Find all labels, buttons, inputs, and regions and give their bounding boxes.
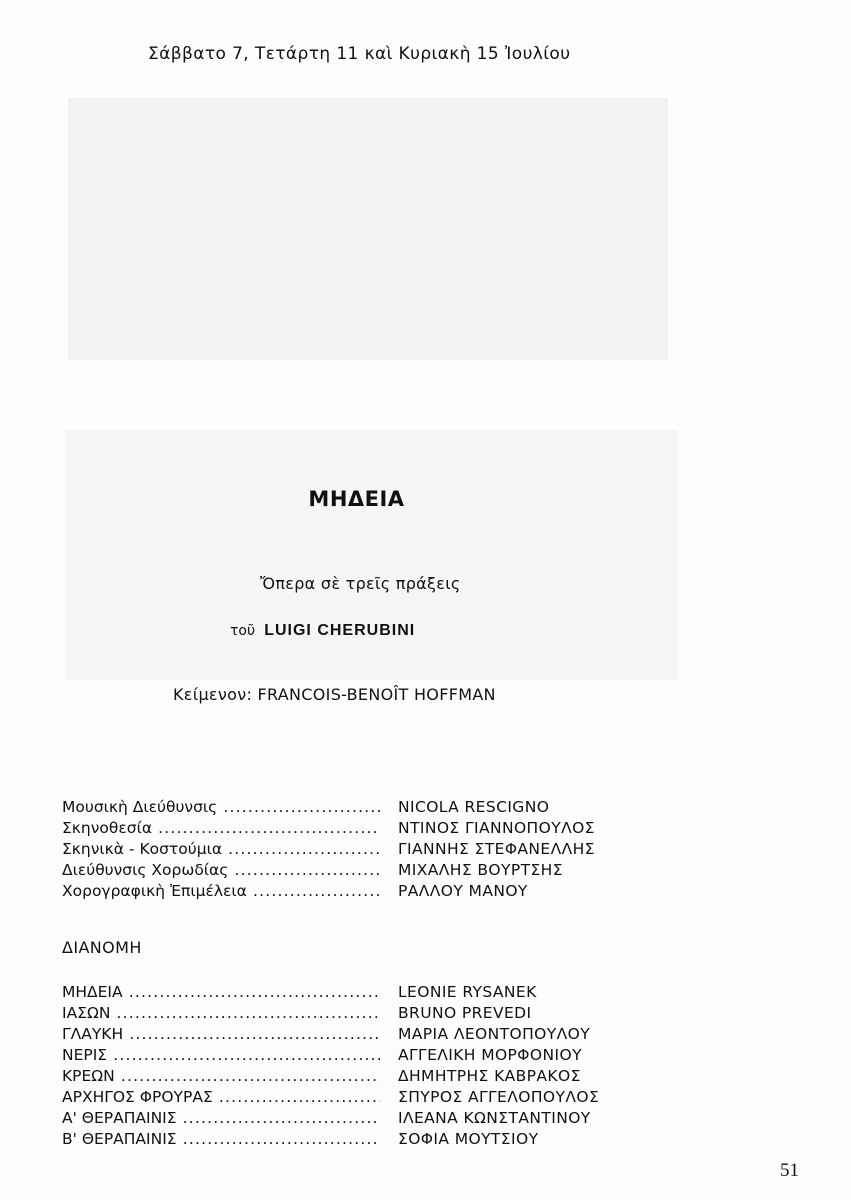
cast-singer: ΙΛΕΑΝΑ ΚΩΝΣΤΑΝΤΙΝΟΥ: [398, 1109, 591, 1127]
cast-singer: ΔΗΜΗΤΡΗΣ ΚΑΒΡΑΚΟΣ: [398, 1067, 581, 1085]
show-through-image-2: [65, 430, 677, 680]
credit-name: ΓΙΑΝΝΗΣ ΣΤΕΦΑΝΕΛΛΗΣ: [398, 840, 595, 858]
cast-row: [62, 1045, 782, 1066]
cast-singer: ΑΓΓΕΛΙΚΗ ΜΟΡΦΟΝΙΟΥ: [398, 1046, 582, 1064]
cast-row: [62, 1066, 782, 1087]
cast-list: [62, 982, 782, 1150]
composer-name: LUIGI CHERUBINI: [264, 622, 416, 639]
cast-role: ΚΡΕΩΝ .....: [62, 1066, 380, 1087]
credit-name: ΜΙΧΑΛΗΣ ΒΟΥΡΤΣΗΣ: [398, 861, 563, 879]
cast-row: [62, 1024, 782, 1045]
credit-role: Μουσικὴ Διεύθυνσις .....: [62, 797, 380, 818]
credit-role: Σκηνοθεσία .....: [62, 818, 380, 839]
cast-role: ΓΛΑΥΚΗ .....: [62, 1024, 380, 1045]
credit-row: [62, 797, 782, 818]
cast-singer: ΣΠΥΡΟΣ ΑΓΓΕΛΟΠΟΥΛΟΣ: [398, 1088, 600, 1106]
opera-title: ΜΗΔΕΙΑ: [308, 487, 405, 511]
production-credits: [62, 797, 782, 902]
cast-singer: LEONIE RYSANEK: [398, 983, 537, 1001]
credit-row: [62, 881, 782, 902]
cast-role: Α' ΘΕΡΑΠΑΙΝΙΣ .....: [62, 1108, 380, 1129]
performance-dates: Σάββατο 7, Τετάρτη 11 καὶ Κυριακὴ 15 Ἰουλίου: [148, 44, 571, 64]
opera-subtitle: Ὄπερα σὲ τρεῖς πράξεις: [260, 574, 461, 593]
show-through-image: [68, 98, 668, 360]
credit-role: Διεύθυνσις Χορωδίας .....: [62, 860, 380, 881]
cast-row: [62, 1087, 782, 1108]
cast-singer: BRUNO PREVEDI: [398, 1004, 532, 1022]
composer-line: [230, 620, 415, 640]
credit-role: Σκηνικὰ - Κοστούμια .....: [62, 839, 380, 860]
cast-row: [62, 1003, 782, 1024]
page-number: 51: [780, 1160, 799, 1181]
composer-prefix: τοῦ: [230, 623, 256, 639]
credit-row: [62, 818, 782, 839]
cast-row: [62, 1129, 782, 1150]
credit-row: [62, 860, 782, 881]
cast-row: [62, 1108, 782, 1129]
credit-role: Χορογραφικὴ Ἐπιμέλεια .....: [62, 881, 380, 902]
credit-row: [62, 839, 782, 860]
cast-row: [62, 982, 782, 1003]
cast-role: ΜΗΔΕΙΑ .....: [62, 982, 380, 1003]
credit-name: ΝΤΙΝΟΣ ΓΙΑΝΝΟΠΟΥΛΟΣ: [398, 819, 595, 837]
credit-name: ΡΑΛΛΟΥ ΜΑΝΟΥ: [398, 882, 528, 900]
cast-role: ΙΑΣΩΝ .....: [62, 1003, 380, 1024]
cast-singer: ΜΑΡΙΑ ΛΕΟΝΤΟΠΟΥΛΟΥ: [398, 1025, 591, 1043]
credit-name: NICOLA RESCIGNO: [398, 798, 550, 816]
cast-role: ΝΕΡΙΣ .....: [62, 1045, 380, 1066]
cast-heading: ΔΙΑΝΟΜΗ: [62, 938, 142, 957]
cast-singer: ΣΟΦΙΑ ΜΟΥΤΣΙΟΥ: [398, 1130, 539, 1148]
cast-role: ΑΡΧΗΓΟΣ ΦΡΟΥΡΑΣ .....: [62, 1087, 380, 1108]
libretto-credit: Κείμενον: FRANCOIS-BENOÎT HOFFMAN: [173, 685, 496, 704]
cast-role: Β' ΘΕΡΑΠΑΙΝΙΣ .....: [62, 1129, 380, 1150]
